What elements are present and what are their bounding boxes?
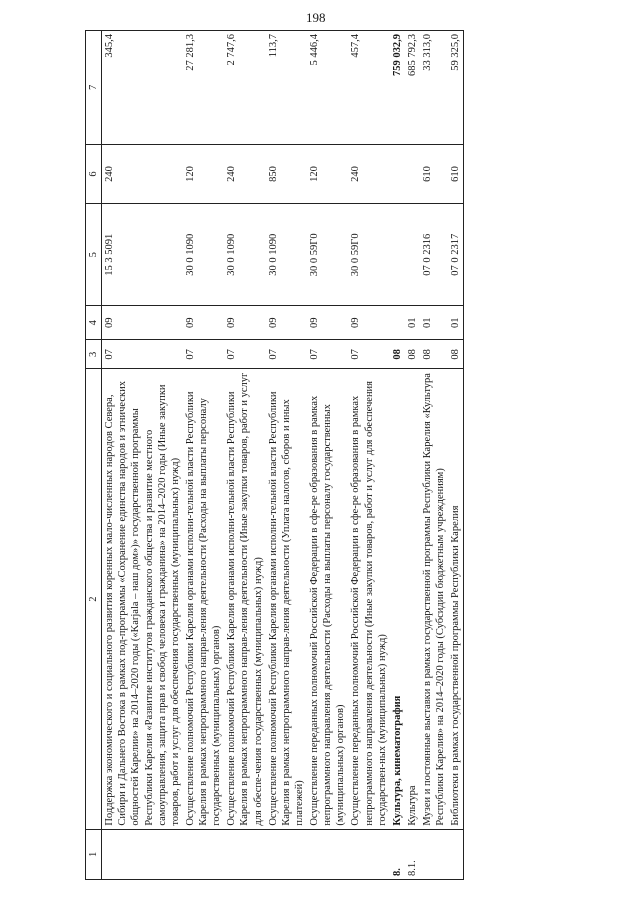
table-row-section xyxy=(390,31,405,880)
row-section: 07 xyxy=(307,340,348,369)
row-subsection xyxy=(390,306,405,340)
row-amount: 345,4 xyxy=(102,31,183,145)
row-description: Осуществление полномочий Республики Карелия органами исполни-тельной власти Республики Карелия в рамках непрограммного направ-ления деятельности (Уплата налогов, сборов и иных платежей) xyxy=(266,369,307,829)
table-row xyxy=(405,31,420,880)
table-row xyxy=(448,31,464,880)
row-number: 8. xyxy=(390,829,405,879)
table-header-row xyxy=(86,31,102,880)
row-subsection: 01 xyxy=(420,306,448,340)
row-subsection: 09 xyxy=(102,306,183,340)
table-row xyxy=(224,31,265,880)
row-section: 07 xyxy=(183,340,224,369)
row-expense-type: 120 xyxy=(183,144,224,204)
row-section: 07 xyxy=(266,340,307,369)
table-row xyxy=(102,31,183,880)
row-section: 08 xyxy=(448,340,464,369)
row-amount: 113,7 xyxy=(266,31,307,145)
row-subsection: 09 xyxy=(224,306,265,340)
row-target-code: 30 0 1090 xyxy=(266,204,307,306)
row-expense-type: 240 xyxy=(102,144,183,204)
row-number: 8.1. xyxy=(405,829,420,879)
row-amount: 33 313,0 xyxy=(420,31,448,145)
row-target-code: 30 0 59Г0 xyxy=(348,204,389,306)
header-col-4: 4 xyxy=(86,306,102,340)
header-col-2: 2 xyxy=(86,369,102,829)
row-section: 07 xyxy=(224,340,265,369)
row-expense-type: 120 xyxy=(307,144,348,204)
table-row xyxy=(183,31,224,880)
row-description: Культура, кинематография xyxy=(390,369,405,829)
row-number xyxy=(224,829,265,879)
header-col-1: 1 xyxy=(86,829,102,879)
row-description: Осуществление полномочий Республики Карелия органами исполни-тельной власти Республики Карелия в рамках непрограммного направ-ления деятельности (Расходы на выплаты персоналу государственных (муниципальных) органов) xyxy=(183,369,224,829)
header-col-7: 7 xyxy=(86,31,102,145)
row-number xyxy=(448,829,464,879)
row-target-code: 15 3 5091 xyxy=(102,204,183,306)
header-col-5: 5 xyxy=(86,204,102,306)
row-description: Культура xyxy=(405,369,420,829)
row-subsection: 01 xyxy=(448,306,464,340)
table-row xyxy=(420,31,448,880)
row-description: Библиотеки в рамках государственной программы Республики Карелия xyxy=(448,369,464,829)
row-target-code xyxy=(390,204,405,306)
row-number xyxy=(307,829,348,879)
row-amount: 457,4 xyxy=(348,31,389,145)
row-expense-type xyxy=(405,144,420,204)
row-target-code: 07 0 2317 xyxy=(448,204,464,306)
row-target-code: 30 0 59Г0 xyxy=(307,204,348,306)
table-row xyxy=(307,31,348,880)
row-description: Музеи и постоянные выставки в рамках государственной программы Республики Карелия «Культура Республики Карелия» на 2014–2020 годы (Субсидии бюджетным учреждениям) xyxy=(420,369,448,829)
row-subsection: 09 xyxy=(348,306,389,340)
row-amount: 5 446,4 xyxy=(307,31,348,145)
row-expense-type: 850 xyxy=(266,144,307,204)
row-amount: 759 032,9 xyxy=(390,31,405,145)
budget-table xyxy=(85,30,464,880)
row-number xyxy=(183,829,224,879)
row-amount: 685 792,3 xyxy=(405,31,420,145)
header-col-6: 6 xyxy=(86,144,102,204)
row-description: Осуществление переданных полномочий Российской Федерации в сфе-ре образования в рамках непрограммного направления деятельности (Иные закупки товаров, работ и услуг для обеспечения государствен-ных (муниципальных) нужд) xyxy=(348,369,389,829)
row-subsection: 01 xyxy=(405,306,420,340)
row-subsection: 09 xyxy=(266,306,307,340)
row-number xyxy=(420,829,448,879)
row-expense-type: 240 xyxy=(224,144,265,204)
row-expense-type: 610 xyxy=(420,144,448,204)
table-row xyxy=(266,31,307,880)
row-target-code: 30 0 1090 xyxy=(183,204,224,306)
row-subsection: 09 xyxy=(307,306,348,340)
table-row xyxy=(348,31,389,880)
row-amount: 2 747,6 xyxy=(224,31,265,145)
row-expense-type: 240 xyxy=(348,144,389,204)
row-target-code xyxy=(405,204,420,306)
row-description: Осуществление переданных полномочий Российской Федерации в сфе-ре образования в рамках непрограммного направления деятельности (Расходы на выплаты персоналу государственных (муниципальных) органов) xyxy=(307,369,348,829)
page-number: 198 xyxy=(306,10,326,25)
header-col-3: 3 xyxy=(86,340,102,369)
row-section: 08 xyxy=(405,340,420,369)
row-target-code: 07 0 2316 xyxy=(420,204,448,306)
row-section: 07 xyxy=(348,340,389,369)
row-number xyxy=(102,829,183,879)
row-target-code: 30 0 1090 xyxy=(224,204,265,306)
row-expense-type xyxy=(390,144,405,204)
row-section: 08 xyxy=(420,340,448,369)
row-amount: 27 281,3 xyxy=(183,31,224,145)
row-subsection: 09 xyxy=(183,306,224,340)
row-section: 08 xyxy=(390,340,405,369)
row-expense-type: 610 xyxy=(448,144,464,204)
row-description: Поддержка экономического и социального развития коренных мало-численных народов Севера, Сибири и Дальнего Востока в рамках под-программы «Сохранение единства народов и этнических общностей Карелии» на 2014–2020 годы («Karjala – наш дом»)» государственной программы Республики Карелия «Развитие институтов гражданского общества и развитие местного самоуправления, защита прав и свобод человека и гражданина» на 2014–2020 годы (Иные закупки товаров, работ и услуг для обеспечения государственных (муниципальных) нужд) xyxy=(102,369,183,829)
row-number xyxy=(266,829,307,879)
row-description: Осуществление полномочий Республики Карелия органами исполни-тельной власти Республики Карелия в рамках непрограммного направ-ления деятельности (Иные закупки товаров, работ и услуг для обеспе-чения государственных (муниципальных) нужд) xyxy=(224,369,265,829)
rotated-table-container xyxy=(85,30,625,880)
row-amount: 59 325,0 xyxy=(448,31,464,145)
row-number xyxy=(348,829,389,879)
row-section: 07 xyxy=(102,340,183,369)
